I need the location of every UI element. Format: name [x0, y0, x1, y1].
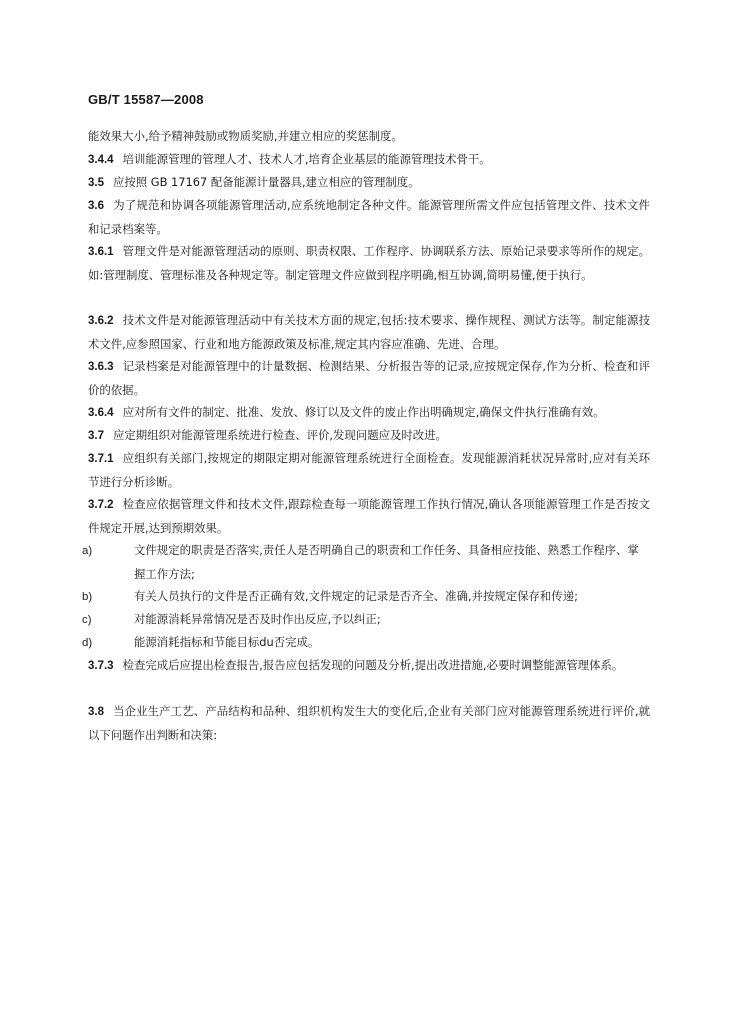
clause-number: 3.4.4: [88, 154, 114, 166]
clause-number: 3.6.3: [88, 361, 114, 373]
clause-number: 3.6.1: [88, 246, 114, 258]
paragraph-text: 管理文件是对能源管理活动的原则、职责权限、工作程序、协调联系方法、原始记录要求等所作的规定。如:管理制度、管理标准及各种规定等。制定管理文件应做到程序明确,相互协调,简明易懂,便于执行。: [88, 244, 650, 282]
paragraph-text: 能效果大小,给予精神鼓励或物质奖励,并建立相应的奖惩制度。: [88, 129, 403, 143]
clause-number: 3.8: [88, 706, 104, 718]
paragraph-3-7: [88, 424, 650, 448]
clause-number: 3.7.1: [88, 453, 114, 465]
paragraph-3-7-3: [88, 654, 650, 678]
paragraph-3-4-4: [88, 148, 650, 172]
paragraph-3-6: [88, 194, 650, 241]
list-marker: b): [82, 591, 93, 603]
paragraph-3-6-2: [88, 309, 650, 356]
paragraph-3-7-2: [88, 493, 650, 540]
list-marker: d): [82, 637, 93, 649]
list-item-text: 对能源消耗异常情况是否及时作出反应,予以纠正;: [134, 612, 381, 626]
paragraph-text: 当企业生产工艺、产品结构和品种、组织机构发生大的变化后,企业有关部门应对能源管理系统进行评价,就以下问题作出判断和决策:: [88, 704, 650, 742]
clause-number: 3.6.4: [88, 407, 114, 419]
paragraph-text: 检查应依据管理文件和技术文件,跟踪检查每一项能源管理工作执行情况,确认各项能源管理工作是否按文件规定开展,达到预期效果。: [88, 497, 650, 535]
paragraph-3-5: [88, 171, 650, 195]
paragraph-text: 为了规范和协调各项能源管理活动,应系统地制定各种文件。能源管理所需文件应包括管理文件、技术文件和记录档案等。: [88, 198, 650, 236]
paragraph-text: 应组织有关部门,按规定的期限定期对能源管理系统进行全面检查。发现能源消耗状况异常时,应对有关环节进行分析诊断。: [88, 451, 650, 489]
paragraph-text: 应按照 GB 17167 配备能源计量器具,建立相应的管理制度。: [113, 175, 420, 189]
paragraph-3-6-1: [88, 240, 650, 287]
paragraph-3-6-4: [88, 401, 650, 425]
paragraph-text: 培训能源管理的管理人才、技术人才,培育企业基层的能源管理技术骨干。: [122, 152, 491, 166]
list-item: [82, 631, 650, 655]
clause-number: 3.7.2: [88, 499, 114, 511]
paragraph-text: 应对所有文件的制定、批准、发放、修订以及文件的废止作出明确规定,确保文件执行准确有效。: [122, 405, 605, 419]
clause-number: 3.7.3: [88, 660, 114, 672]
paragraph-text: 检查完成后应提出检查报告,报告应包括发现的问题及分析,提出改进措施,必要时调整能源管理体系。: [122, 658, 624, 672]
list-item: [82, 608, 650, 632]
paragraph-continuation: [88, 125, 650, 148]
paragraph-3-7-1: [88, 447, 650, 494]
paragraph-3-6-3: [88, 355, 650, 402]
paragraph-text: 应定期组织对能源管理系统进行检查、评价,发现问题应及时改进。: [113, 428, 447, 442]
standard-code: GB/T 15587—2008: [88, 92, 204, 107]
list-item-text: 文件规定的职责是否落实,责任人是否明确自己的职责和工作任务、具备相应技能、熟悉工作程序、掌握工作方法;: [134, 543, 639, 581]
list-marker: a): [82, 545, 93, 557]
clause-number: 3.5: [88, 177, 104, 189]
list-item-text: 能源消耗指标和节能目标du否完成。: [134, 635, 320, 649]
list-item-text: 有关人员执行的文件是否正确有效,文件规定的记录是否齐全、准确,并按规定保存和传递;: [134, 589, 578, 603]
list-marker: c): [82, 614, 92, 626]
list-item: [82, 539, 650, 586]
clause-number: 3.6: [88, 200, 104, 212]
paragraph-3-8: [88, 700, 650, 747]
clause-number: 3.7: [88, 430, 104, 442]
paragraph-text: 记录档案是对能源管理中的计量数据、检测结果、分析报告等的记录,应按规定保存,作为分析、检查和评价的依据。: [88, 359, 650, 397]
clause-number: 3.6.2: [88, 315, 114, 327]
paragraph-text: 技术文件是对能源管理活动中有关技术方面的规定,包括:技术要求、操作规程、测试方法等。制定能源技术文件,应参照国家、行业和地方能源政策及标准,规定其内容应准确、先进、合理。: [88, 313, 650, 351]
list-item: [82, 585, 650, 609]
